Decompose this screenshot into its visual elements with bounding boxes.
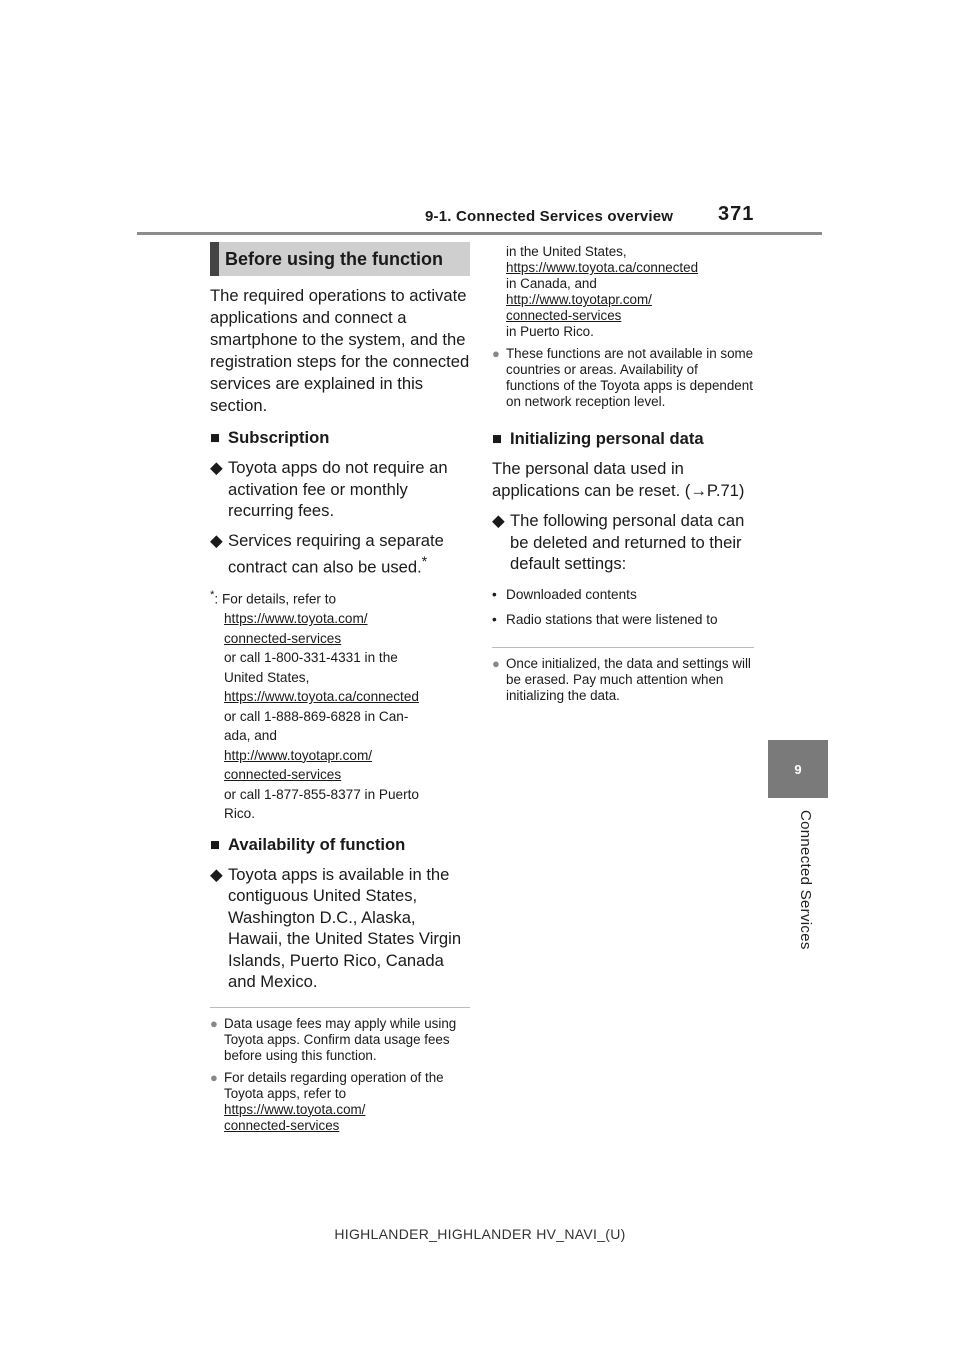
list-item — [492, 585, 754, 604]
list-item — [492, 610, 754, 629]
url-link[interactable]: https://www.toyota.com/ — [224, 611, 368, 627]
section-header: 9-1. Connected Services overview — [425, 208, 674, 225]
square-bullet-icon: ■ — [492, 429, 503, 448]
url-link[interactable]: connected-services — [506, 308, 622, 323]
note-text: These functions are not available in some countries or areas. Availability of functions of the Toyota apps is dependent on network reception level. — [506, 346, 754, 409]
circle-bullet-icon: ● — [492, 655, 500, 671]
list-item — [210, 457, 470, 522]
subheading-subscription — [210, 427, 470, 449]
square-bullet-icon: ■ — [210, 834, 221, 854]
note-item — [210, 1070, 470, 1134]
note-text: Data usage fees may apply while using Toyota apps. Confirm data usage fees before using this function. — [224, 1015, 457, 1063]
footnote-text: or call 1-888-869-6828 in Can- — [224, 708, 409, 724]
footnote-text: or call 1-800-331-4331 in the — [224, 650, 398, 666]
notes-divider — [492, 647, 754, 648]
bullet-text: The following personal data can be deleted and returned to their default settings: — [510, 511, 745, 573]
header-divider — [137, 232, 822, 235]
diamond-bullet-icon: ◆ — [210, 864, 223, 884]
note-text: For details regarding operation of the Toyota apps, refer to https://www.toyota.com/ connected-services — [224, 1069, 444, 1133]
footnote-text: United States, — [224, 669, 310, 685]
list-item — [492, 510, 754, 575]
intro-paragraph: The required operations to activate applications and connect a smartphone to the system, and the registration steps for the connected services are explained in this section. — [210, 286, 470, 415]
note-text: in the United States, — [506, 244, 627, 259]
url-link[interactable]: https://www.toyota.com/ — [224, 1101, 366, 1117]
note-text: in Canada, and — [506, 276, 597, 291]
page-number: 371 — [718, 203, 755, 225]
note-item — [210, 1016, 470, 1064]
note-continuation — [492, 244, 754, 340]
url-link[interactable]: https://www.toyota.ca/connected — [506, 260, 699, 275]
diamond-bullet-icon: ◆ — [210, 530, 223, 550]
bullet-text: Toyota apps is available in the contiguous United States, Washington D.C., Alaska, Hawaii, the United States Virgin Islands, Puerto Rico, Canada and Mexico. — [228, 864, 462, 992]
subheading-availability — [210, 834, 470, 856]
item-text: Radio stations that were listened to — [506, 611, 718, 627]
initializing-paragraph: The personal data used in applications can be reset. (→P.71) — [492, 459, 745, 500]
url-link[interactable]: connected-services — [224, 630, 342, 646]
note-item — [492, 346, 754, 410]
bullet-text: Toyota apps do not require an activation fee or monthly recurring fees. — [228, 458, 448, 520]
url-link[interactable]: connected-services — [224, 1117, 340, 1133]
diamond-bullet-icon: ◆ — [210, 458, 223, 477]
footnote-text: ada, and — [224, 728, 277, 744]
document-footer: HIGHLANDER_HIGHLANDER HV_NAVI_(U) — [334, 1226, 626, 1242]
url-link[interactable]: http://www.toyotapr.com/ — [506, 292, 652, 307]
section-title: Before using the function — [210, 242, 470, 276]
subheading-text: Availability of function — [228, 834, 406, 854]
footnote-text: : For details, refer to — [214, 591, 337, 607]
subheading-initializing — [492, 428, 754, 450]
list-item — [210, 530, 470, 579]
dot-bullet-icon: • — [492, 611, 497, 627]
dot-bullet-icon: • — [492, 586, 497, 602]
url-link[interactable]: connected-services — [224, 767, 342, 783]
square-bullet-icon: ■ — [210, 428, 221, 447]
note-text: in Puerto Rico. — [506, 324, 594, 339]
right-column — [492, 244, 754, 704]
subheading-text: Initializing personal data — [510, 429, 704, 448]
footnote-text: or call 1-877-855-8377 in Puerto — [224, 786, 419, 802]
footnote — [210, 586, 470, 824]
circle-bullet-icon: ● — [492, 346, 500, 361]
notes-divider — [210, 1007, 470, 1008]
circle-bullet-icon: ● — [210, 1015, 218, 1031]
circle-bullet-icon: ● — [210, 1069, 218, 1085]
chapter-tab[interactable]: 9 — [768, 740, 828, 798]
list-item — [210, 864, 470, 993]
chapter-side-label: Connected Services — [797, 810, 814, 950]
footnote-text: Rico. — [224, 806, 255, 822]
note-text: Once initialized, the data and settings will be erased. Pay much attention when initializing the data. — [506, 655, 751, 703]
note-item — [492, 656, 754, 704]
bullet-text: Services requiring a separate contract can also be used.* — [228, 530, 444, 577]
url-link[interactable]: https://www.toyota.ca/connected — [224, 689, 419, 705]
item-text: Downloaded contents — [506, 586, 637, 602]
diamond-bullet-icon: ◆ — [492, 511, 505, 530]
left-column — [210, 242, 470, 1134]
footnote-marker: * — [421, 553, 428, 569]
url-link[interactable]: http://www.toyotapr.com/ — [224, 747, 373, 763]
footnote-marker: * — [210, 589, 215, 602]
subheading-text: Subscription — [228, 428, 330, 447]
